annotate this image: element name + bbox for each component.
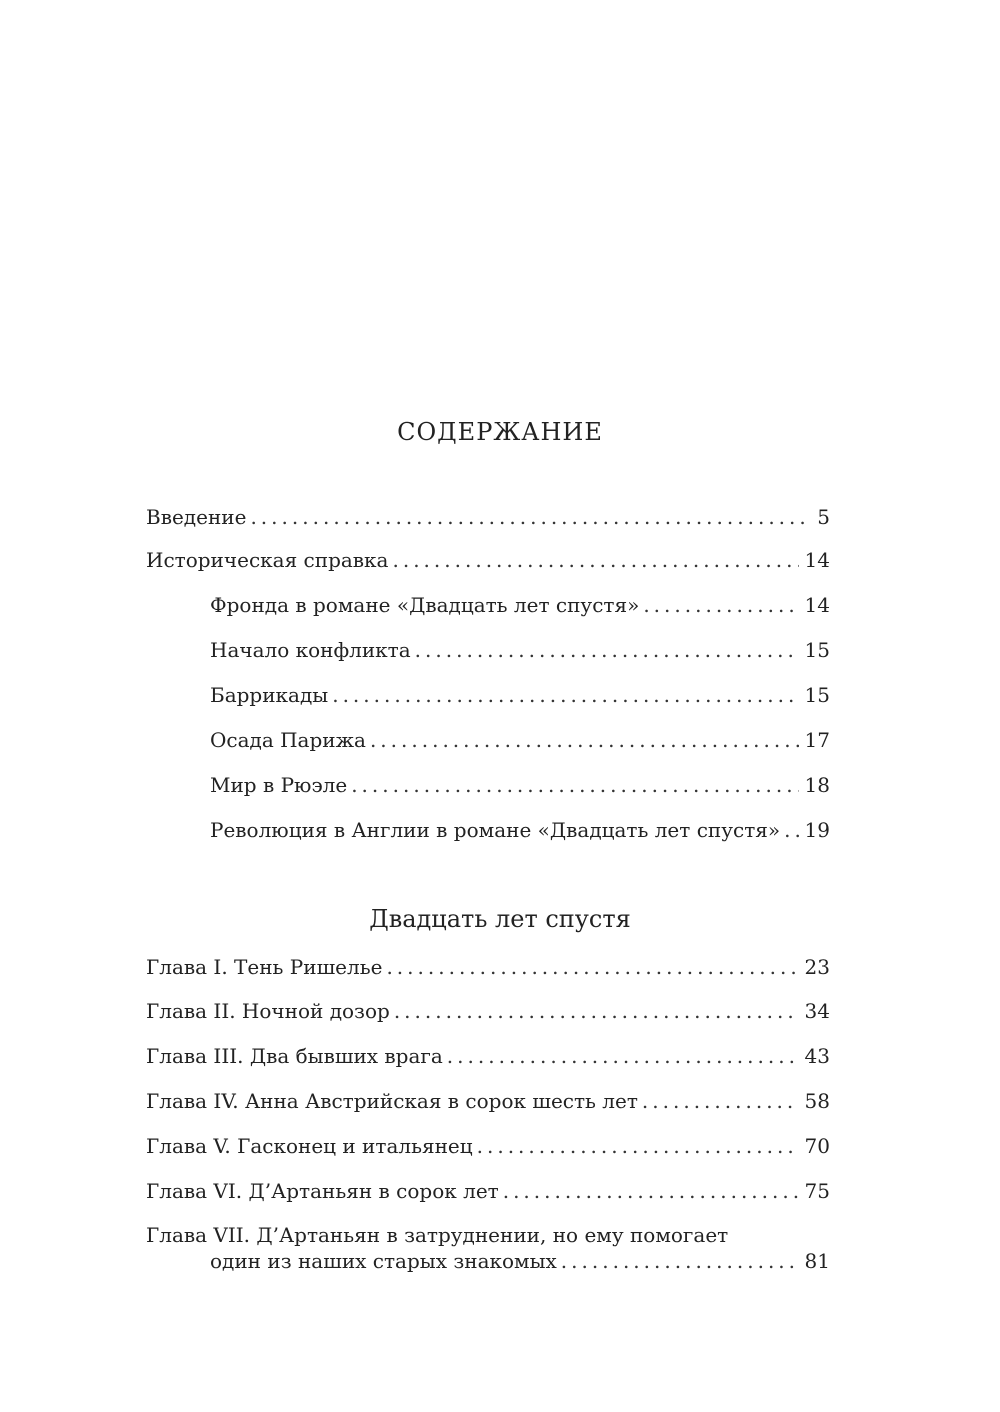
dot-leader bbox=[386, 954, 798, 980]
toc-chapter[interactable] bbox=[146, 998, 830, 1024]
toc-chapter[interactable] bbox=[146, 1043, 830, 1069]
toc-entry-label: Глава VI. Д’Артаньян в сорок лет bbox=[146, 1179, 499, 1203]
page-title: СОДЕРЖАНИЕ bbox=[397, 418, 603, 446]
dot-leader bbox=[392, 547, 798, 573]
toc-page-number: 14 bbox=[804, 548, 830, 572]
dot-leader bbox=[415, 637, 799, 663]
toc-page-number: 70 bbox=[804, 1134, 830, 1158]
dot-leader bbox=[370, 727, 799, 753]
toc-chapter[interactable] bbox=[146, 1133, 830, 1159]
toc-page-number: 43 bbox=[804, 1044, 830, 1068]
toc-entry-label: Осада Парижа bbox=[210, 728, 366, 752]
toc-entry-label: Фронда в романе «Двадцать лет спустя» bbox=[210, 593, 640, 617]
toc-chapter[interactable] bbox=[146, 954, 830, 980]
toc-subentry[interactable] bbox=[210, 772, 830, 798]
toc-entry-label: Глава III. Два бывших врага bbox=[146, 1044, 443, 1068]
section-title: Двадцать лет спустя bbox=[369, 905, 631, 933]
dot-leader bbox=[503, 1178, 799, 1204]
toc-subentry[interactable] bbox=[210, 592, 830, 618]
toc-entry-intro[interactable] bbox=[146, 504, 830, 530]
toc-entry-label: Мир в Рюэле bbox=[210, 773, 348, 797]
toc-entry-label: Начало конфликта bbox=[210, 638, 411, 662]
dot-leader bbox=[250, 504, 811, 530]
toc-page-number: 18 bbox=[804, 773, 830, 797]
toc-page-number: 75 bbox=[804, 1179, 830, 1203]
toc-entry-label-line1: Глава VII. Д’Артаньян в затруднении, но ему помогает bbox=[146, 1223, 729, 1247]
dot-leader bbox=[394, 998, 799, 1024]
toc-page-number: 34 bbox=[804, 999, 830, 1023]
toc-entry-historical-note[interactable] bbox=[146, 547, 830, 573]
toc-page-number: 81 bbox=[804, 1249, 830, 1273]
dot-leader bbox=[643, 592, 798, 618]
toc-entry-label: Баррикады bbox=[210, 683, 329, 707]
toc-subentry[interactable] bbox=[210, 817, 830, 843]
toc-page-number: 17 bbox=[804, 728, 830, 752]
toc-subentry[interactable] bbox=[210, 637, 830, 663]
toc-entry-label: Глава V. Гасконец и итальянец bbox=[146, 1134, 473, 1158]
dot-leader bbox=[784, 817, 798, 843]
toc-page-number: 5 bbox=[817, 505, 830, 529]
dot-leader bbox=[351, 772, 798, 798]
toc-chapter-multiline[interactable] bbox=[146, 1222, 830, 1274]
toc-page-number: 19 bbox=[804, 818, 830, 842]
toc-subentry[interactable] bbox=[210, 682, 830, 708]
toc-entry-line2 bbox=[146, 1248, 830, 1274]
dot-leader bbox=[561, 1248, 799, 1274]
dot-leader bbox=[447, 1043, 799, 1069]
toc-entry-label: Глава IV. Анна Австрийская в сорок шесть лет bbox=[146, 1089, 638, 1113]
dot-leader bbox=[642, 1088, 799, 1114]
toc-chapter[interactable] bbox=[146, 1088, 830, 1114]
toc-entry-label: Глава I. Тень Ришелье bbox=[146, 955, 383, 979]
toc-page-number: 15 bbox=[804, 683, 830, 707]
toc-chapter[interactable] bbox=[146, 1178, 830, 1204]
toc-entry-label: Глава II. Ночной дозор bbox=[146, 999, 390, 1023]
dot-leader bbox=[332, 682, 798, 708]
toc-entry-label: Введение bbox=[146, 505, 247, 529]
dot-leader bbox=[477, 1133, 799, 1159]
toc-entry-label: Революция в Англии в романе «Двадцать лет спустя» bbox=[210, 818, 781, 842]
toc-subentry[interactable] bbox=[210, 727, 830, 753]
toc-page-number: 23 bbox=[804, 955, 830, 979]
toc-entry-label: Историческая справка bbox=[146, 548, 389, 572]
toc-page-number: 15 bbox=[804, 638, 830, 662]
toc-entry-label-line2: один из наших старых знакомых bbox=[210, 1249, 557, 1273]
toc-page-number: 14 bbox=[804, 593, 830, 617]
toc-page-number: 58 bbox=[804, 1089, 830, 1113]
